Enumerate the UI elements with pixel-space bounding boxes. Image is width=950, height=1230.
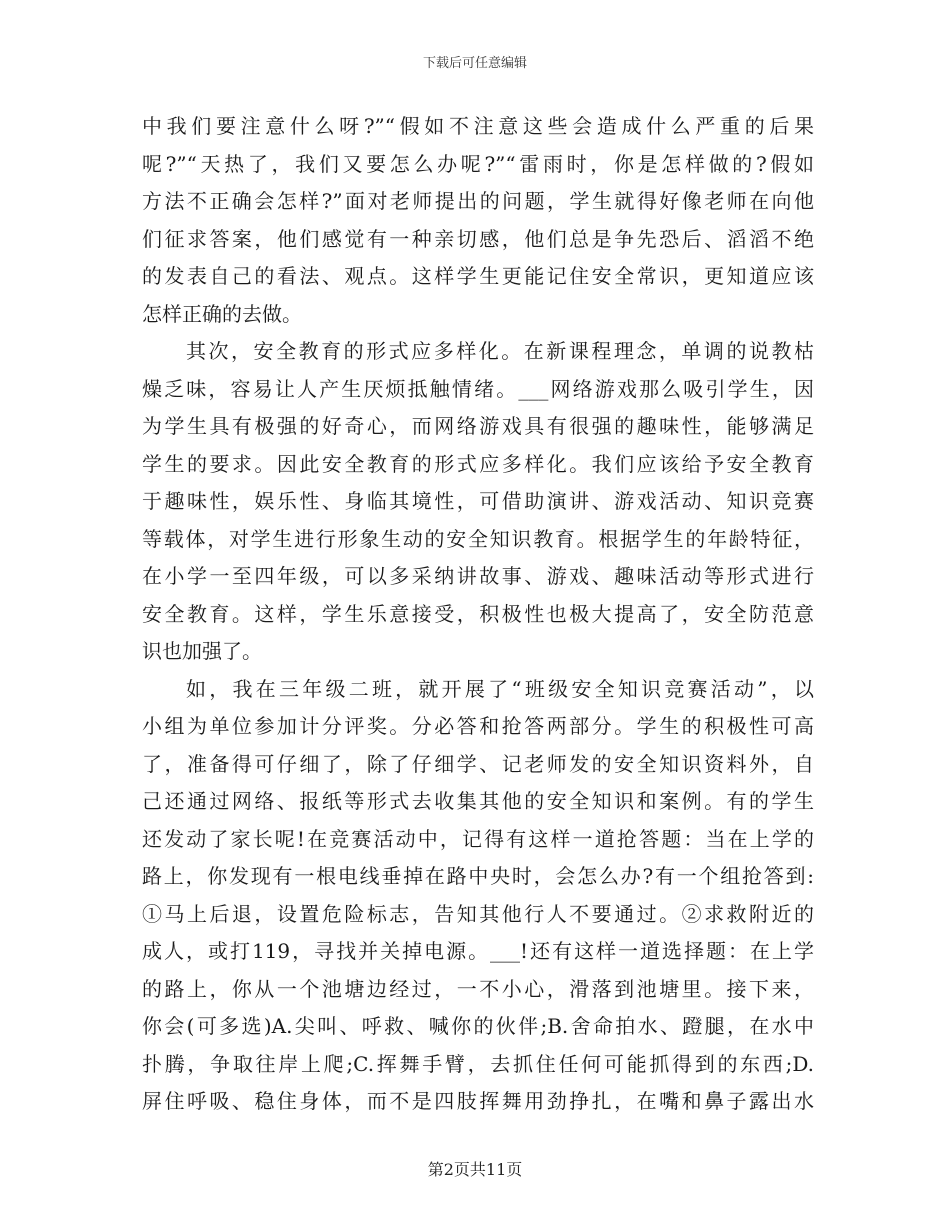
text-line: 方法不正确会怎样?”面对老师提出的问题，学生就得好像老师在向他 xyxy=(142,189,814,213)
document-body xyxy=(142,108,814,1121)
text-line: 们征求答案，他们感觉有一种亲切感，他们总是争先恐后、滔滔不绝 xyxy=(142,226,814,251)
text-line: 学生的要求。因此安全教育的形式应多样化。我们应该给予安全教育 xyxy=(142,451,814,476)
text-line: 等载体，对学生进行形象生动的安全知识教育。根据学生的年龄特征， xyxy=(142,526,814,551)
text-line: ①马上后退，设置危险标志，告知其他行人不要通过。②求救附近的 xyxy=(142,901,814,926)
text-line: 的发表自己的看法、观点。这样学生更能记住安全常识，更知道应该 xyxy=(142,264,814,288)
text-line: 如，我在三年级二班，就开展了“班级安全知识竞赛活动”，以 xyxy=(186,676,814,701)
text-line: 扑腾，争取往岸上爬;C.挥舞手臂，去抓住任何可能抓得到的东西;D. xyxy=(142,1051,814,1076)
text-line: 于趣味性，娱乐性、身临其境性，可借助演讲、游戏活动、知识竞赛 xyxy=(142,489,814,513)
text-line: 你会(可多选)A.尖叫、呼救、喊你的伙伴;B.舍命拍水、蹬腿，在水中 xyxy=(142,1014,814,1038)
text-line: 识也加强了。 xyxy=(142,639,262,663)
text-line: 在小学一至四年级，可以多采纳讲故事、游戏、趣味活动等形式进行 xyxy=(142,564,814,588)
text-line: 中我们要注意什么呀?”“假如不注意这些会造成什么严重的后果 xyxy=(142,114,814,138)
text-line: 安全教育。这样，学生乐意接受，积极性也极大提高了，安全防范意 xyxy=(142,601,814,626)
page-footer: 第2页共11页 xyxy=(427,1160,523,1179)
page-header: 下载后可任意编辑 xyxy=(422,56,527,71)
text-line: 为学生具有极强的好奇心，而网络游戏具有很强的趣味性，能够满足 xyxy=(142,414,814,438)
text-line: 燥乏味，容易让人产生厌烦抵触情绪。___网络游戏那么吸引学生，因 xyxy=(142,376,814,401)
text-line: 怎样正确的去做。 xyxy=(142,301,302,326)
text-line: 呢?”“天热了，我们又要怎么办呢?”“雷雨时，你是怎样做的?假如 xyxy=(142,151,814,176)
text-line: 己还通过网络、报纸等形式去收集其他的安全知识和案例。有的学生 xyxy=(142,789,814,813)
text-line: 小组为单位参加计分评奖。分必答和抢答两部分。学生的积极性可高 xyxy=(142,714,814,738)
text-line: 其次，安全教育的形式应多样化。在新课程理念，单调的说教枯 xyxy=(186,339,814,363)
text-line: 屏住呼吸、稳住身体，而不是四肢挥舞用劲挣扎，在嘴和鼻子露出水 xyxy=(142,1089,814,1113)
text-line: 还发动了家长呢!在竞赛活动中，记得有这样一道抢答题：当在上学的 xyxy=(142,826,814,851)
text-line: 路上，你发现有一根电线垂掉在路中央时，会怎么办?有一个组抢答到: xyxy=(142,864,814,888)
text-line: 了，准备得可仔细了，除了仔细学、记老师发的安全知识资料外，自 xyxy=(142,751,814,776)
text-line: 成人，或打119，寻找并关掉电源。___!还有这样一道选择题：在上学 xyxy=(142,939,814,963)
text-line: 的路上，你从一个池塘边经过，一不小心，滑落到池塘里。接下来， xyxy=(142,976,814,1001)
